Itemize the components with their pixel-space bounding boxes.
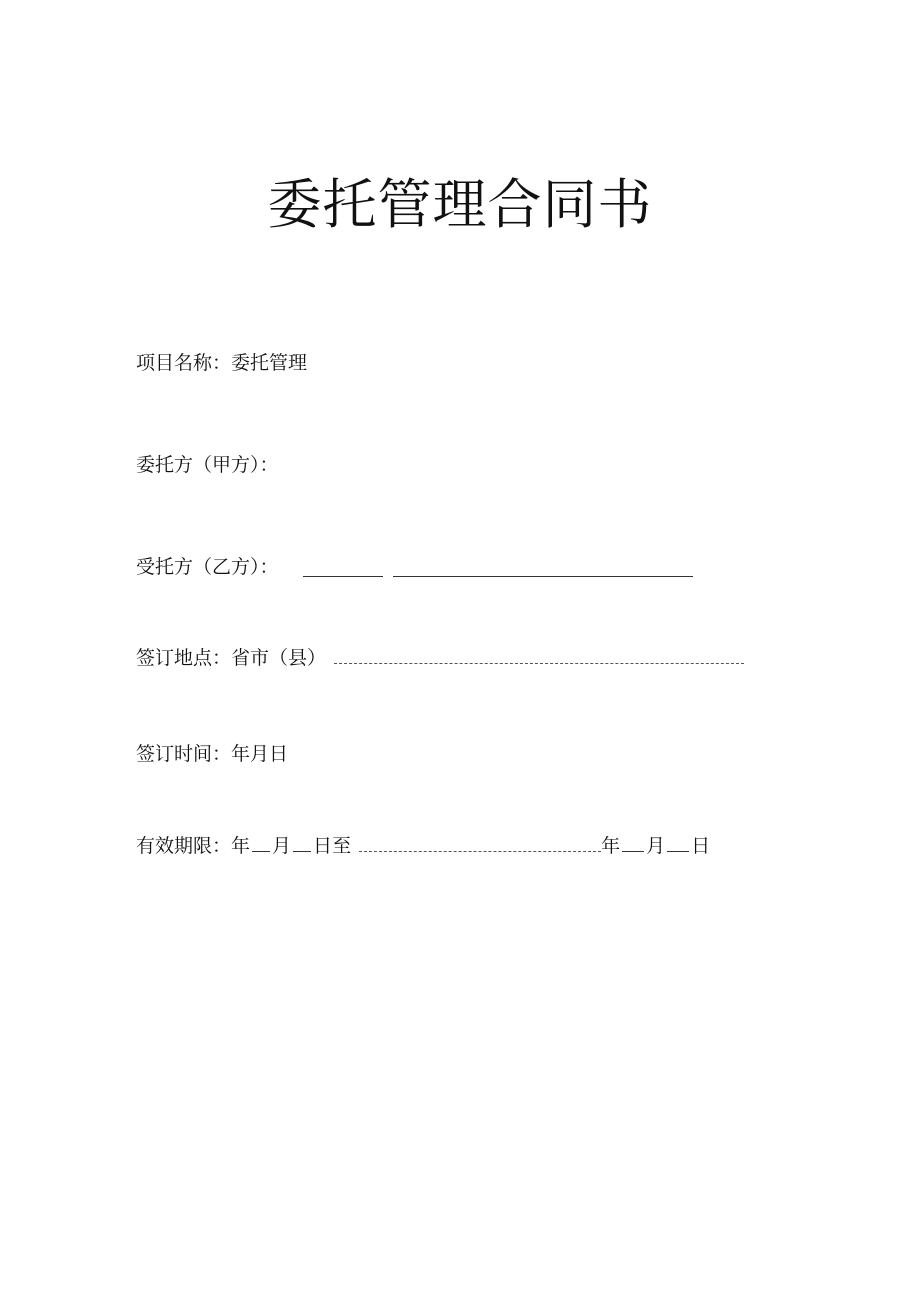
signing-time-month: 月 <box>250 743 270 765</box>
validity-start-month: 月 <box>272 835 292 857</box>
validity-end-year-blank <box>359 839 601 852</box>
trustee-blank-long <box>393 562 693 577</box>
validity-start-day-blank <box>293 839 311 852</box>
signing-place-province: 省 <box>231 647 251 669</box>
trustee-blank-short <box>303 562 383 577</box>
validity-start-month-blank <box>252 839 270 852</box>
signing-time-year: 年 <box>231 743 251 765</box>
validity-end-month-blank <box>622 839 644 852</box>
signing-place-label: 签订地点： <box>136 647 232 669</box>
validity-end-month: 月 <box>646 835 666 857</box>
project-name-value: 委托管理 <box>231 352 308 374</box>
project-name-field <box>136 350 307 376</box>
document-title: 委托管理合同书 <box>267 173 653 236</box>
validity-start-day: 日 <box>313 835 333 857</box>
validity-start-year: 年 <box>231 835 251 857</box>
validity-field <box>136 833 710 859</box>
project-name-label: 项目名称： <box>136 352 232 374</box>
client-label: 委托方（甲方）： <box>136 454 279 476</box>
validity-to: 至 <box>332 835 352 857</box>
signing-place-field <box>136 645 744 671</box>
trustee-label: 受托方（乙方）： <box>136 556 279 578</box>
trustee-field <box>136 554 693 580</box>
validity-end-day-blank <box>667 839 689 852</box>
signing-place-city: 市（县） <box>250 647 327 669</box>
signing-time-field <box>136 741 288 767</box>
validity-end-year: 年 <box>601 835 621 857</box>
validity-label: 有效期限： <box>136 835 232 857</box>
signing-place-blank <box>334 651 744 664</box>
client-field <box>136 452 279 478</box>
validity-end-day: 日 <box>691 835 711 857</box>
signing-time-day: 日 <box>269 743 289 765</box>
signing-time-label: 签订时间： <box>136 743 232 765</box>
